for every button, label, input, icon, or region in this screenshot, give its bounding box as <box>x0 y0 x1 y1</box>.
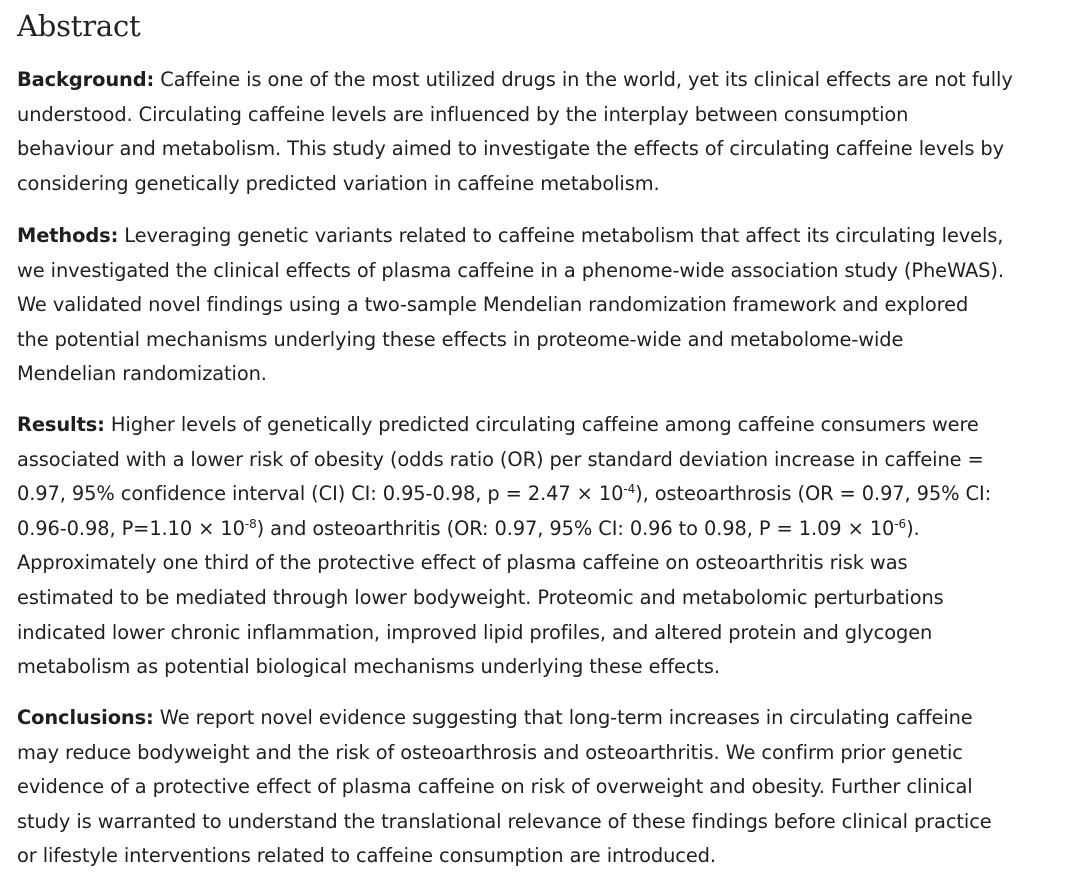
background-text-3: behaviour and metabolism. This study aimed to investigate the effects of circulating caffeine levels by <box>17 137 1004 161</box>
results-text-3b: ), osteoarthrosis (OR = 0.97, 95% CI: <box>635 482 992 506</box>
conclusions-line-1 <box>17 701 1067 736</box>
background-line-1 <box>17 63 1067 98</box>
abstract-heading: Abstract <box>17 9 141 43</box>
results-line-4 <box>17 512 1067 547</box>
background-text-1: Caffeine is one of the most utilized drugs in the world, yet its clinical effects are not fully <box>160 68 1013 91</box>
conclusions-label: Conclusions: <box>17 706 154 729</box>
methods-section <box>17 219 1067 392</box>
results-text-3a: 0.97, 95% confidence interval (CI) CI: 0.95-0.98, p = 2.47 × 10 <box>17 482 624 506</box>
results-text-5: Approximately one third of the protective effect of plasma caffeine on osteoarthritis risk was <box>17 551 908 575</box>
results-text-8: metabolism as potential biological mechanisms underlying these effects. <box>17 655 720 679</box>
background-section <box>17 63 1067 201</box>
results-label: Results: <box>17 413 105 436</box>
results-text-4c: ). <box>906 516 920 540</box>
results-section <box>17 408 1067 685</box>
conclusions-section <box>17 701 1067 874</box>
results-exponent-3: -6 <box>894 516 907 531</box>
background-text-2: understood. Circulating caffeine levels are influenced by the interplay between consumption <box>17 102 909 126</box>
background-label: Background: <box>17 68 155 91</box>
results-line-3 <box>17 477 1067 512</box>
results-text-6: estimated to be mediated through lower bodyweight. Proteomic and metabolomic perturbations <box>17 585 944 609</box>
results-line-1 <box>17 408 1067 443</box>
methods-text-4: the potential mechanisms underlying these effects in proteome-wide and metabolome-wide <box>17 327 904 351</box>
results-exponent-1: -4 <box>623 482 636 497</box>
results-text-2: associated with a lower risk of obesity (odds ratio (OR) per standard deviation increase in caffeine = <box>17 447 984 471</box>
methods-line-1 <box>17 219 1067 254</box>
results-text-1: Higher levels of genetically predicted circulating caffeine among caffeine consumers were <box>110 413 979 436</box>
results-text-7: indicated lower chronic inflammation, improved lipid profiles, and altered protein and glycogen <box>17 620 933 644</box>
conclusions-text-1: We report novel evidence suggesting that long-term increases in circulating caffeine <box>159 706 973 729</box>
conclusions-text-2: may reduce bodyweight and the risk of osteoarthrosis and osteoarthritis. We confirm prior genetic <box>17 740 963 764</box>
results-exponent-2: -8 <box>244 516 257 531</box>
conclusions-text-5: or lifestyle interventions related to caffeine consumption are introduced. <box>17 844 716 868</box>
methods-text-2: we investigated the clinical effects of plasma caffeine in a phenome-wide association study (PheWAS). <box>17 258 1004 282</box>
methods-text-1: Leveraging genetic variants related to caffeine metabolism that affect its circulating levels, <box>124 224 1004 247</box>
results-text-4a: 0.96-0.98, P=1.10 × 10 <box>17 516 245 540</box>
methods-label: Methods: <box>17 224 119 247</box>
methods-text-5: Mendelian randomization. <box>17 362 267 386</box>
results-text-4b: ) and osteoarthritis (OR: 0.97, 95% CI: 0.96 to 0.98, P = 1.09 × 10 <box>256 516 895 540</box>
conclusions-text-3: evidence of a protective effect of plasma caffeine on risk of overweight and obesity. Further clinical <box>17 775 973 799</box>
conclusions-text-4: study is warranted to understand the translational relevance of these findings before clinical practice <box>17 809 992 833</box>
methods-text-3: We validated novel findings using a two-sample Mendelian randomization framework and explored <box>17 293 969 317</box>
background-text-4: considering genetically predicted variation in caffeine metabolism. <box>17 171 660 195</box>
